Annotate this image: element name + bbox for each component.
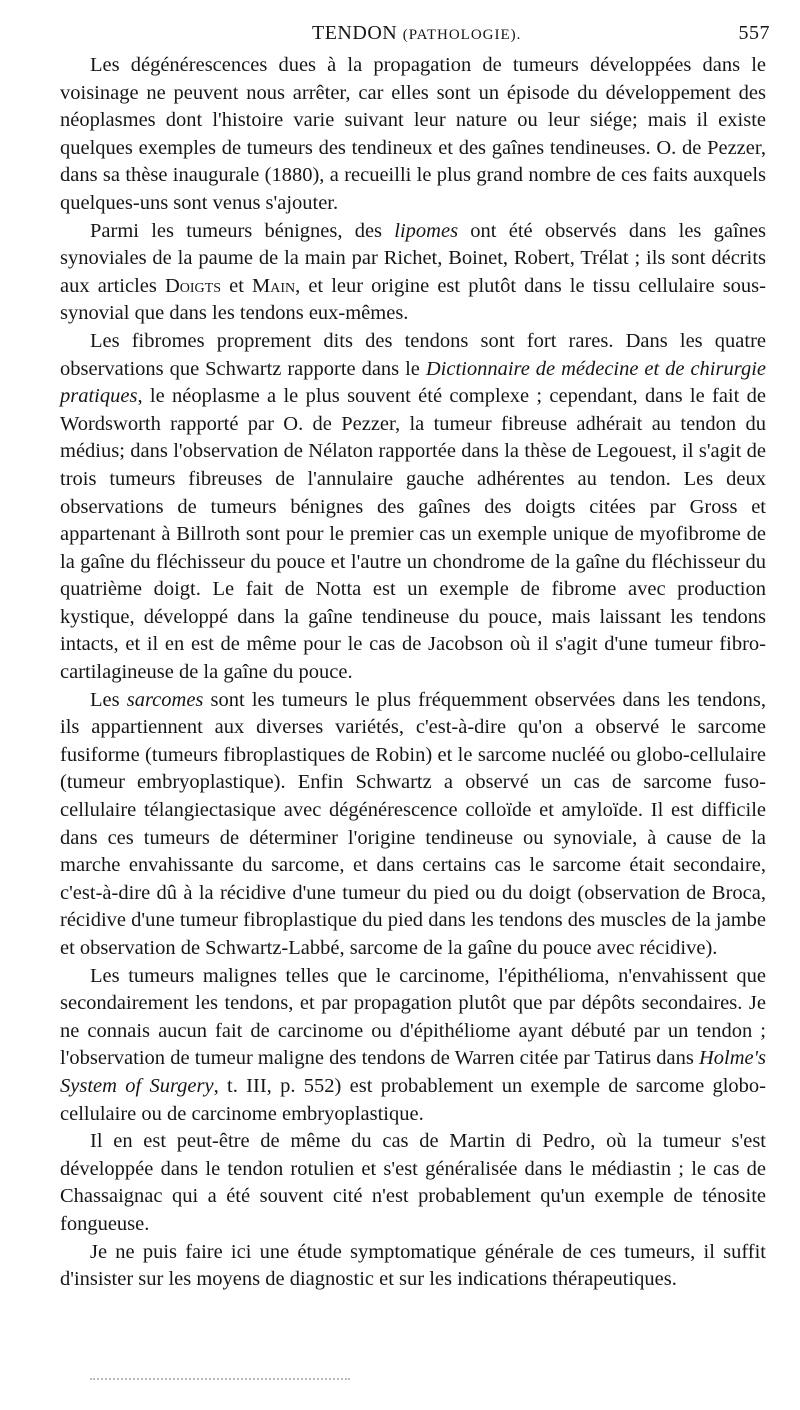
paragraph-text: , le néoplasme a le plus souvent été complexe ; cependant, dans le fait de Wordsworth rapporté par O. de Pezzer, la tumeur fibreuse adhérait au tendon du médius; dans l'observation de Nélaton rapportée dans la thèse de Legouest, il s'agit de trois tumeurs fibreuses de l'annulaire gauche adhérentes au tendon. Les deux observations de tumeurs bénignes des gaînes des doigts citées par Gross et appartenant à Billroth sont pour le premier cas un exemple unique de myofibrome de la gaîne du fléchisseur du pouce et l'autre un chondrome de la gaîne du fléchisseur du quatrième doigt. Le fait de Notta est un exemple de fibrome avec production kystique, développé dans la gaîne tendineuse du pouce, mais laissant les tendons intacts, et il en est de même pour le cas de Jacobson où il s'agit d'une tumeur fibro-cartilagineuse de la gaîne du pouce. bbox=[60, 385, 766, 684]
paragraph-text: sont les tumeurs le plus fréquemment observées dans les tendons, ils appartiennent aux diverses variétés, c'est-à-dire qu'on a observé le sarcome fusiforme (tumeurs fibroplastiques de Robin) et le sarcome nucléé ou globo-cellulaire (tumeur embryoplastique). Enfin Schwartz a observé un cas de sarcome fuso-cellulaire télangiectasique avec dégénérescence colloïde et amyloïde. Il est difficile dans ces tumeurs de déterminer l'origine tendineuse ou synoviale, à cause de la marche envahissante du sarcome, et dans certains cas le sarcome était secondaire, c'est-à-dire dû à la récidive d'une tumeur du pied ou du doigt (observation de Broca, récidive d'une tumeur fibroplastique du pied dans les tendons des muscles de la jambe et observation de Schwartz-Labbé, sarcome de la gaîne du pouce avec récidive). bbox=[60, 688, 766, 959]
paragraph-text: , et leur origine est plutôt dans le tissu cellulaire sous-synovial que dans les tendons eux-mêmes. bbox=[60, 274, 766, 325]
paragraph bbox=[60, 963, 766, 1129]
running-header bbox=[60, 22, 770, 48]
paragraph-text: , t. III, p. 552) est probablement un exemple de sarcome globo-cellulaire ou de carcinome embryoplastique. bbox=[60, 1074, 767, 1125]
paragraph bbox=[60, 328, 766, 687]
paragraph-text: Les fibromes proprement dits des tendons sont fort rares. Dans les quatre observations que Schwartz rapporte dans le bbox=[60, 329, 766, 380]
paragraph-text: Il en est peut-être de même du cas de Martin di Pedro, où la tumeur s'est développée dans le tendon rotulien et s'est généralisée dans le médiastin ; le cas de Chassaignac qui a été souvent cité n'est probablement qu'un exemple de ténosite fongueuse. bbox=[60, 1130, 766, 1235]
paragraph-text: Les tumeurs malignes telles que le carcinome, l'épithélioma, n'envahissent que secondairement les tendons, et par propagation plutôt que par dépôts secondaires. Je ne connais aucun fait de carcinome ou d'épithéliome ayant débuté par un tendon ; l'observation de tumeur maligne des tendons de Warren citée par Tatirus dans bbox=[60, 964, 766, 1070]
paragraph-text: Les dégénérescences dues à la propagation de tumeurs développées dans le voisinage ne peuvent nous arrêter, car elles sont un épisode du développement des néoplasmes dont l'histoire varie suivant leur nature ou leur siége; mais il existe quelques exemples de tumeurs des tendineux et des gaînes tendineuses. O. de Pezzer, dans sa thèse inaugurale (1880), a recueilli le plus grand nombre de ces faits auxquels quelques-uns sont venus s'ajouter. bbox=[60, 54, 766, 214]
body-text bbox=[60, 52, 766, 1294]
italic-text: Holme's System of Surgery bbox=[60, 1047, 766, 1097]
page-number: 557 bbox=[738, 22, 770, 44]
header-title-subtitle: (PATHOLOGIE). bbox=[402, 27, 522, 43]
italic-text: lipomes bbox=[394, 219, 459, 242]
paragraph-text: ont été observés dans les gaînes synoviales de la paume de la main par Richet, Boinet, Robert, Trélat ; ils sont décrits aux articles bbox=[60, 219, 766, 297]
document-page bbox=[60, 22, 770, 1294]
paragraph bbox=[60, 1239, 766, 1294]
paragraph-text: Les bbox=[90, 688, 127, 711]
header-title bbox=[312, 22, 521, 45]
italic-text: Dictionnaire de médecine et de chirurgie pratiques bbox=[60, 357, 766, 408]
smallcaps-text: Main bbox=[251, 274, 296, 297]
page-bottom-marks bbox=[90, 1378, 350, 1383]
paragraph bbox=[60, 1128, 766, 1238]
paragraph-text: et bbox=[221, 274, 252, 297]
italic-text: sarcomes bbox=[126, 688, 204, 711]
smallcaps-text: Doigts bbox=[164, 274, 221, 297]
paragraph bbox=[60, 218, 766, 328]
paragraph-text: Je ne puis faire ici une étude symptomatique générale de ces tumeurs, il suffit d'insister sur les moyens de diagnostic et sur les indications thérapeutiques. bbox=[60, 1240, 766, 1291]
header-title-main: TENDON bbox=[312, 22, 398, 44]
paragraph bbox=[60, 687, 766, 963]
paragraph bbox=[60, 52, 766, 218]
paragraph-text: Parmi les tumeurs bénignes, des bbox=[90, 219, 395, 242]
